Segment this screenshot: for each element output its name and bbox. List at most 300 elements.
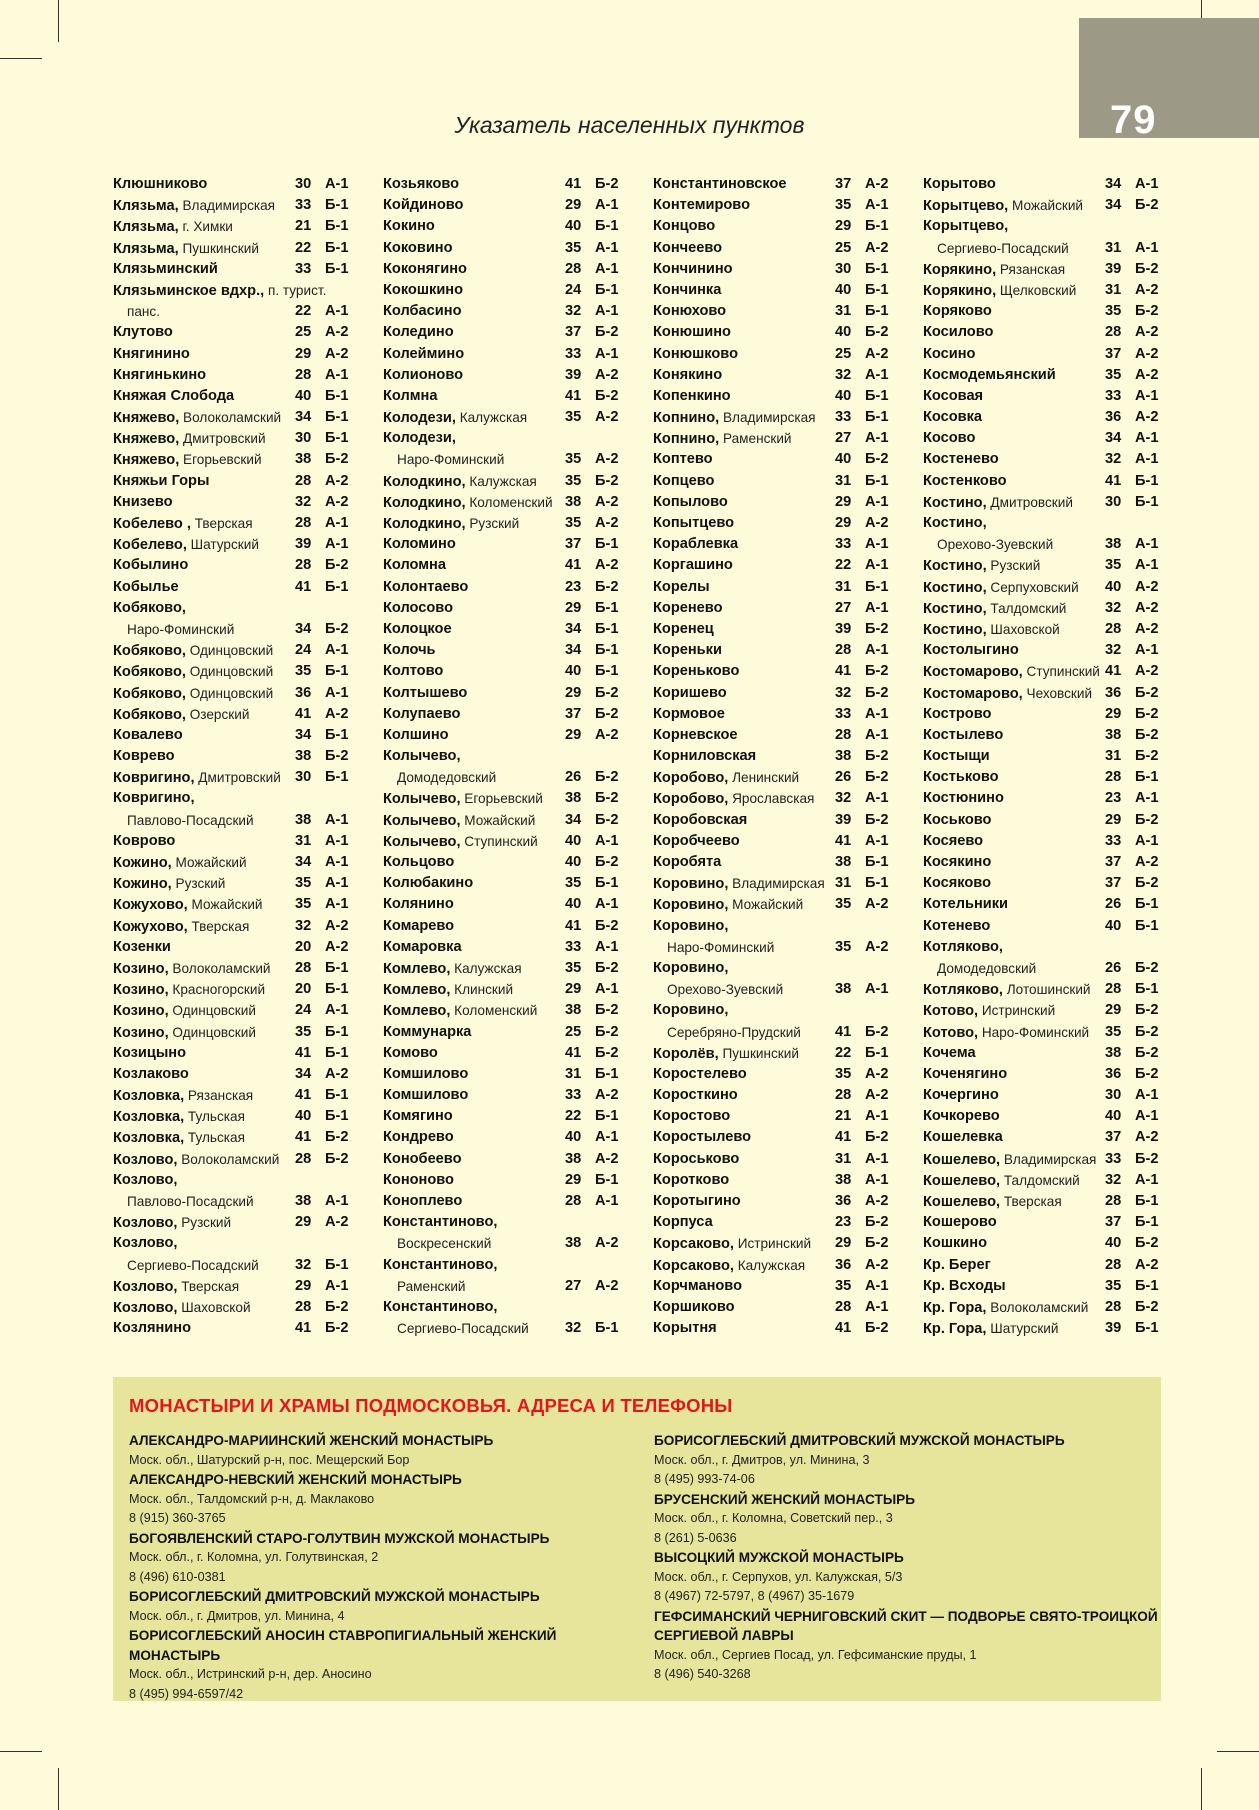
entry-grid: А-1 bbox=[865, 1108, 889, 1125]
entry-page: 28 bbox=[295, 472, 312, 489]
entry-page: 22 bbox=[295, 303, 312, 320]
entry-name: Костолыгино bbox=[923, 642, 1019, 659]
entry-grid: Б-2 bbox=[1135, 197, 1159, 214]
entry-grid: Б-2 bbox=[865, 811, 889, 828]
index-entry bbox=[923, 619, 1163, 640]
monastery-detail: 8 (261) 5-0636 bbox=[654, 1530, 737, 1545]
entry-name: Козино, Одинцовский bbox=[113, 1024, 256, 1041]
entry-page: 35 bbox=[1105, 303, 1122, 320]
entry-name: Клязьминское вдхр., п. турист. bbox=[113, 282, 327, 299]
entry-grid: Б-1 bbox=[325, 197, 349, 214]
entry-name: Конюхово bbox=[653, 303, 727, 320]
index-entry bbox=[923, 386, 1163, 407]
entry-name: Колодкино, Рузский bbox=[383, 516, 520, 532]
index-entry bbox=[113, 216, 353, 237]
monastery-detail: 8 (915) 360-3765 bbox=[129, 1511, 226, 1525]
crop-mark bbox=[0, 58, 42, 59]
entry-page: 41 bbox=[565, 557, 582, 574]
entry-grid: Б-1 bbox=[325, 1256, 349, 1273]
entry-grid: А-2 bbox=[865, 1087, 889, 1104]
entry-page: 40 bbox=[565, 832, 582, 849]
entry-name: Корякино, Щелковский bbox=[923, 282, 1077, 299]
entry-page: 39 bbox=[1105, 1320, 1122, 1337]
entry-grid: А-1 bbox=[865, 642, 889, 659]
entry-grid: А-1 bbox=[325, 642, 349, 659]
entry-page: 41 bbox=[565, 1044, 582, 1061]
entry-name: Колычево, Можайский bbox=[383, 812, 536, 829]
index-entry bbox=[113, 640, 353, 661]
entry-page: 21 bbox=[835, 1108, 852, 1125]
entry-name: Колодкино, Коломенский bbox=[383, 494, 553, 511]
entry-name: Конобеево bbox=[383, 1150, 462, 1167]
entry-grid: Б-2 bbox=[865, 769, 889, 786]
index-entry bbox=[383, 386, 623, 407]
index-entry bbox=[383, 958, 623, 979]
entry-page: 36 bbox=[1105, 409, 1122, 426]
entry-page: 38 bbox=[565, 493, 582, 510]
entry-grid: А-2 bbox=[865, 938, 889, 955]
entry-page: 24 bbox=[295, 642, 312, 659]
entry-grid: Б-1 bbox=[595, 642, 619, 659]
entry-page: 31 bbox=[565, 1065, 582, 1082]
index-entry bbox=[923, 894, 1163, 915]
entry-page: 32 bbox=[1105, 642, 1122, 659]
entry-page: 38 bbox=[295, 1193, 312, 1209]
entry-name: Косовая bbox=[923, 387, 984, 404]
entry-page: 22 bbox=[565, 1108, 582, 1125]
entry-grid: Б-1 bbox=[595, 536, 619, 553]
entry-name: Костьково bbox=[923, 769, 999, 786]
entry-name: Кошерово bbox=[923, 1214, 997, 1231]
entry-grid: А-2 bbox=[595, 515, 619, 531]
entry-grid: Б-2 bbox=[325, 451, 349, 468]
entry-grid: Б-2 bbox=[325, 620, 349, 637]
index-entry bbox=[383, 683, 623, 704]
entry-page: 29 bbox=[835, 1235, 852, 1252]
entry-page: 41 bbox=[1105, 663, 1122, 680]
entry-page: 29 bbox=[565, 684, 582, 701]
entry-name: Корытня bbox=[653, 1320, 717, 1337]
entry-grid: Б-1 bbox=[325, 239, 349, 256]
entry-name: Раменский bbox=[397, 1278, 466, 1294]
entry-page: 33 bbox=[565, 938, 582, 955]
index-entry bbox=[113, 1149, 353, 1170]
index-entry bbox=[653, 1233, 893, 1254]
index-entry bbox=[383, 1212, 623, 1233]
entry-page: 33 bbox=[565, 1087, 582, 1104]
index-entry bbox=[113, 1000, 353, 1021]
index-entry bbox=[923, 979, 1163, 1000]
index-entry bbox=[113, 555, 353, 576]
entry-name: Кошелево, Талдомский bbox=[923, 1172, 1080, 1189]
entry-grid: Б-2 bbox=[865, 684, 889, 701]
entry-grid: А-1 bbox=[1135, 536, 1159, 553]
index-entry bbox=[113, 449, 353, 470]
entry-grid: Б-1 bbox=[865, 409, 889, 426]
entry-grid: Б-1 bbox=[595, 663, 619, 680]
entry-page: 30 bbox=[295, 176, 312, 192]
entry-page: 34 bbox=[565, 620, 582, 637]
entry-grid: Б-2 bbox=[865, 1235, 889, 1252]
index-entry bbox=[923, 725, 1163, 746]
index-entry bbox=[113, 259, 353, 280]
entry-page: 38 bbox=[295, 811, 312, 828]
entry-grid: А-1 bbox=[865, 726, 889, 743]
index-entry bbox=[923, 259, 1163, 280]
entry-grid: Б-1 bbox=[325, 1087, 349, 1104]
index-entry bbox=[923, 195, 1163, 216]
entry-grid: А-2 bbox=[1135, 409, 1159, 426]
index-entry bbox=[383, 1085, 623, 1106]
entry-page: 22 bbox=[835, 1044, 852, 1061]
entry-name: Колодкино, Калужская bbox=[383, 473, 537, 490]
entry-name: Клязьма, г. Химки bbox=[113, 219, 233, 236]
entry-page: 36 bbox=[1105, 1065, 1122, 1082]
monastery-name: БРУСЕНСКИЙ ЖЕНСКИЙ МОНАСТЫРЬ bbox=[654, 1491, 915, 1507]
entry-name: Корытцево, Можайский bbox=[923, 198, 1084, 215]
entry-page: 32 bbox=[295, 1256, 312, 1273]
entry-grid: А-2 bbox=[1135, 366, 1159, 383]
entry-name: Княжево, Дмитровский bbox=[113, 431, 266, 448]
entry-name: Конюшково bbox=[653, 345, 738, 362]
entry-page: 40 bbox=[1105, 1235, 1122, 1252]
entry-name: Коммунарка bbox=[383, 1023, 472, 1040]
entry-grid: Б-1 bbox=[595, 620, 619, 637]
entry-page: 25 bbox=[295, 324, 312, 341]
entry-grid: А-2 bbox=[325, 324, 349, 341]
entry-name: Коледино bbox=[383, 324, 454, 341]
entry-page: 34 bbox=[295, 726, 312, 743]
index-entry bbox=[653, 428, 893, 449]
index-entry bbox=[113, 916, 353, 937]
entry-grid: Б-1 bbox=[325, 981, 349, 998]
entry-name: Кожухово, Тверская bbox=[113, 918, 250, 935]
entry-page: 28 bbox=[295, 557, 312, 574]
entry-name: Колупаево bbox=[383, 705, 461, 722]
entry-name: Козловка, Рязанская bbox=[113, 1088, 254, 1105]
entry-page: 33 bbox=[565, 345, 582, 362]
monastery-name: АЛЕКСАНДРО-МАРИИНСКИЙ ЖЕНСКИЙ МОНАСТЫРЬ bbox=[129, 1433, 494, 1448]
entry-page: 35 bbox=[295, 1023, 312, 1040]
entry-name: Копенкино bbox=[653, 387, 731, 404]
index-entry bbox=[113, 958, 353, 979]
entry-grid: Б-1 bbox=[865, 260, 889, 277]
entry-name: Клюшниково bbox=[113, 176, 208, 192]
index-entry bbox=[383, 216, 623, 237]
entry-name: Козловка, Тульская bbox=[113, 1109, 245, 1126]
entry-page: 28 bbox=[295, 959, 312, 976]
index-entry bbox=[923, 1170, 1163, 1191]
index-entry bbox=[383, 534, 623, 555]
monastery-detail: Моск. обл., Истринский р-н, дер. Аносино bbox=[129, 1667, 372, 1681]
entry-name: Кондрево bbox=[383, 1129, 454, 1146]
entry-grid: А-2 bbox=[595, 1277, 619, 1294]
index-entry bbox=[923, 344, 1163, 365]
entry-grid: Б-2 bbox=[595, 790, 619, 807]
index-entry bbox=[113, 195, 353, 216]
entry-grid: А-2 bbox=[595, 451, 619, 468]
entry-name: Серебряно-Прудский bbox=[667, 1024, 801, 1040]
entry-page: 30 bbox=[835, 260, 852, 277]
entry-name: Костино, Серпуховский bbox=[923, 579, 1079, 596]
entry-page: 35 bbox=[565, 875, 582, 892]
entry-name: Книзево bbox=[113, 493, 173, 510]
index-entry bbox=[923, 471, 1163, 492]
index-entry bbox=[653, 259, 893, 280]
entry-name: Кольцово bbox=[383, 854, 455, 870]
entry-grid: А-2 bbox=[325, 1065, 349, 1082]
entry-grid: Б-2 bbox=[595, 387, 619, 404]
entry-grid: Б-2 bbox=[325, 557, 349, 574]
entry-grid: Б-2 bbox=[1135, 260, 1159, 277]
entry-grid: А-1 bbox=[1135, 451, 1159, 468]
entry-page: 32 bbox=[565, 303, 582, 320]
entry-name: Косино bbox=[923, 345, 976, 362]
entry-page: 35 bbox=[1105, 557, 1122, 574]
entry-page: 20 bbox=[295, 981, 312, 998]
entry-name: Наро-Фоминский bbox=[397, 452, 505, 468]
entry-grid: А-2 bbox=[1135, 599, 1159, 616]
entry-grid: А-2 bbox=[865, 1065, 889, 1082]
entry-page: 30 bbox=[295, 769, 312, 786]
entry-grid: Б-1 bbox=[325, 959, 349, 976]
entry-name: Кораблевка bbox=[653, 536, 739, 553]
entry-page: 25 bbox=[835, 345, 852, 362]
entry-grid: А-1 bbox=[325, 176, 349, 192]
index-entry bbox=[923, 492, 1163, 513]
entry-page: 31 bbox=[835, 1150, 852, 1167]
index-entry bbox=[383, 492, 623, 513]
index-entry bbox=[923, 640, 1163, 661]
entry-page: 41 bbox=[295, 1044, 312, 1061]
index-entry bbox=[923, 873, 1163, 894]
entry-name: Комшилово bbox=[383, 1065, 469, 1082]
entry-grid: Б-1 bbox=[325, 769, 349, 786]
index-entry bbox=[923, 428, 1163, 449]
index-entry bbox=[113, 238, 353, 259]
index-entry bbox=[383, 1276, 623, 1297]
entry-name: Коровино, bbox=[653, 959, 729, 976]
entry-page: 40 bbox=[295, 1108, 312, 1125]
index-entry bbox=[653, 322, 893, 343]
entry-grid: А-1 bbox=[865, 1171, 889, 1188]
entry-name: Коченягино bbox=[923, 1065, 1008, 1082]
entry-page: 37 bbox=[1105, 854, 1122, 870]
index-entry bbox=[923, 916, 1163, 937]
monastery-name: СЕРГИЕВОЙ ЛАВРЫ bbox=[654, 1628, 794, 1643]
entry-name: Домодедовский bbox=[397, 770, 497, 786]
index-entry bbox=[923, 810, 1163, 831]
entry-page: 28 bbox=[295, 1298, 312, 1315]
entry-page: 28 bbox=[835, 642, 852, 659]
entry-grid: Б-2 bbox=[325, 748, 349, 765]
entry-grid: Б-2 bbox=[1135, 875, 1159, 892]
index-entry bbox=[113, 894, 353, 915]
entry-page: 31 bbox=[1105, 281, 1122, 298]
entry-page: 26 bbox=[1105, 959, 1122, 976]
entry-page: 32 bbox=[1105, 451, 1122, 468]
entry-name: Кочкорево bbox=[923, 1108, 1000, 1125]
index-entry bbox=[653, 1149, 893, 1170]
index-entry bbox=[923, 1085, 1163, 1106]
entry-name: Кострово bbox=[923, 705, 992, 722]
entry-page: 34 bbox=[1105, 197, 1122, 214]
entry-name: Княгинино bbox=[113, 345, 190, 362]
index-entry bbox=[383, 365, 623, 386]
index-entry bbox=[923, 767, 1163, 788]
index-entry bbox=[653, 683, 893, 704]
entry-grid: А-1 bbox=[595, 832, 619, 849]
index-entry bbox=[923, 852, 1163, 873]
entry-grid: Б-1 bbox=[865, 578, 889, 595]
index-entry bbox=[653, 449, 893, 470]
index-entry bbox=[383, 746, 623, 767]
index-entry bbox=[653, 979, 893, 1000]
entry-name: Комлево, Калужская bbox=[383, 960, 522, 977]
entry-name: Колоцкое bbox=[383, 620, 452, 637]
monasteries-right-column bbox=[654, 1431, 1164, 1685]
entry-grid: Б-2 bbox=[1135, 1044, 1159, 1061]
entry-name: Колеймино bbox=[383, 345, 465, 362]
index-entry bbox=[923, 555, 1163, 576]
entry-name: Комягино bbox=[383, 1108, 453, 1125]
entry-page: 28 bbox=[295, 515, 312, 531]
entry-grid: Б-2 bbox=[595, 1002, 619, 1019]
index-entry bbox=[653, 661, 893, 682]
entry-grid: Б-1 bbox=[1135, 1277, 1159, 1294]
index-entry bbox=[653, 1297, 893, 1318]
index-entry bbox=[383, 407, 623, 428]
entry-grid: Б-1 bbox=[1135, 1214, 1159, 1231]
index-entry bbox=[923, 598, 1163, 619]
entry-page: 29 bbox=[835, 218, 852, 235]
monastery-detail: 8 (4967) 72-5797, 8 (4967) 35-1679 bbox=[654, 1589, 855, 1603]
entry-grid: Б-1 bbox=[325, 1108, 349, 1125]
entry-name: Корниловская bbox=[653, 748, 757, 765]
entry-name: Кобяково, Одинцовский bbox=[113, 664, 274, 681]
entry-grid: Б-1 bbox=[595, 1065, 619, 1082]
monastery-detail: Моск. обл., г. Дмитров, ул. Минина, 4 bbox=[129, 1608, 345, 1623]
index-entry bbox=[113, 386, 353, 407]
index-entry bbox=[383, 619, 623, 640]
entry-grid: А-1 bbox=[325, 515, 349, 531]
entry-name: Клязьминский bbox=[113, 260, 218, 277]
entry-grid: А-2 bbox=[865, 1193, 889, 1209]
entry-name: Колионово bbox=[383, 366, 464, 383]
entry-name: Домодедовский bbox=[937, 960, 1037, 976]
entry-page: 33 bbox=[295, 260, 312, 277]
entry-page: 38 bbox=[565, 1150, 582, 1167]
index-entry bbox=[113, 1170, 353, 1191]
entry-name: Кр. Гора, Шатурский bbox=[923, 1321, 1059, 1338]
entry-name: Коряково bbox=[923, 303, 992, 320]
entry-name: Константиново, bbox=[383, 1256, 498, 1273]
entry-grid: Б-1 bbox=[1135, 472, 1159, 489]
entry-name: Койдиново bbox=[383, 197, 464, 214]
entry-name: Сергиево-Посадский bbox=[397, 1321, 529, 1337]
entry-name: Коренево bbox=[653, 599, 723, 616]
entry-grid: Б-1 bbox=[865, 387, 889, 404]
entry-page: 41 bbox=[565, 917, 582, 934]
index-entry bbox=[923, 577, 1163, 598]
entry-name: Коковино bbox=[383, 239, 453, 256]
monastery-name: АЛЕКСАНДРО-НЕВСКИЙ ЖЕНСКИЙ МОНАСТЫРЬ bbox=[129, 1472, 462, 1487]
entry-grid: Б-2 bbox=[325, 1129, 349, 1146]
entry-name: Козенки bbox=[113, 938, 171, 955]
entry-name: Котово, Наро-Фоминский bbox=[923, 1024, 1090, 1041]
entry-grid: А-1 bbox=[865, 790, 889, 807]
entry-page: 30 bbox=[1105, 493, 1122, 510]
entry-grid: Б-1 bbox=[325, 1044, 349, 1061]
index-entry bbox=[383, 449, 623, 470]
entry-page: 28 bbox=[1105, 620, 1122, 637]
index-entry bbox=[113, 1212, 353, 1233]
entry-name: Кобылье bbox=[113, 578, 179, 595]
entry-name: Козлянино bbox=[113, 1320, 191, 1337]
index-entry bbox=[113, 937, 353, 958]
entry-page: 40 bbox=[1105, 578, 1122, 595]
entry-grid: А-2 bbox=[865, 239, 889, 256]
crop-mark bbox=[1217, 1751, 1259, 1752]
entry-page: 27 bbox=[835, 430, 852, 447]
entry-grid: А-2 bbox=[865, 345, 889, 362]
entry-name: Косовка bbox=[923, 409, 983, 426]
entry-grid: А-1 bbox=[1135, 176, 1159, 192]
entry-grid: Б-1 bbox=[325, 218, 349, 235]
entry-name: Колычево, Ступинский bbox=[383, 833, 538, 850]
entry-page: 40 bbox=[835, 281, 852, 298]
entry-grid: Б-1 bbox=[865, 1044, 889, 1061]
index-entry bbox=[383, 577, 623, 598]
entry-name: Козлово, bbox=[113, 1235, 178, 1252]
entry-name: Константиново, bbox=[383, 1214, 498, 1231]
entry-grid: А-1 bbox=[865, 493, 889, 510]
index-entry bbox=[113, 1022, 353, 1043]
index-entry bbox=[653, 1255, 893, 1276]
entry-name: Коросткино bbox=[653, 1087, 738, 1104]
entry-page: 38 bbox=[565, 1235, 582, 1252]
entry-grid: Б-2 bbox=[595, 917, 619, 934]
entry-page: 28 bbox=[1105, 1256, 1122, 1273]
entry-page: 40 bbox=[835, 451, 852, 468]
entry-name: Клязьма, Владимирская bbox=[113, 198, 276, 215]
index-entry bbox=[923, 280, 1163, 301]
entry-name: Костенево bbox=[923, 451, 999, 468]
index-entry bbox=[383, 280, 623, 301]
entry-name: Кобылино bbox=[113, 557, 189, 574]
entry-page: 28 bbox=[1105, 769, 1122, 786]
entry-name: Кормовое bbox=[653, 705, 725, 722]
entry-grid: Б-2 bbox=[1135, 959, 1159, 976]
entry-name: Кочема bbox=[923, 1044, 976, 1061]
index-entry bbox=[383, 767, 623, 788]
entry-grid: Б-1 bbox=[595, 281, 619, 298]
entry-grid: А-1 bbox=[595, 938, 619, 955]
entry-name: Корытцево, bbox=[923, 218, 1009, 235]
index-column bbox=[383, 174, 623, 1339]
index-entry bbox=[653, 195, 893, 216]
index-entry bbox=[653, 513, 893, 534]
index-entry bbox=[653, 407, 893, 428]
index-entry bbox=[923, 407, 1163, 428]
entry-page: 25 bbox=[565, 1023, 582, 1040]
entry-page: 24 bbox=[295, 1002, 312, 1019]
entry-name: Котово, Истринский bbox=[923, 1003, 1056, 1020]
entry-page: 24 bbox=[565, 281, 582, 298]
entry-page: 29 bbox=[1105, 1002, 1122, 1019]
entry-grid: А-1 bbox=[595, 1129, 619, 1146]
entry-grid: Б-2 bbox=[595, 324, 619, 341]
